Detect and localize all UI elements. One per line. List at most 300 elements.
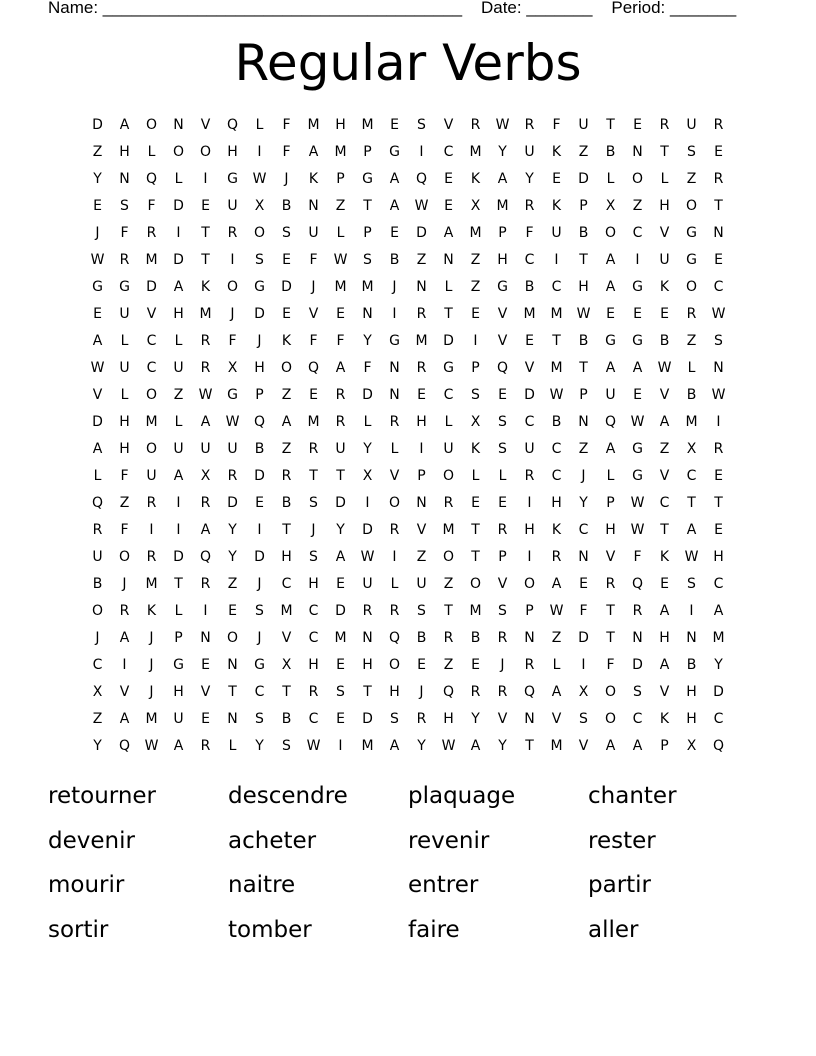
grid-letter: S	[336, 683, 345, 700]
grid-letter: A	[173, 737, 184, 754]
grid-letter: U	[227, 440, 238, 457]
grid-letter: G	[443, 359, 454, 376]
grid-letter: M	[145, 413, 158, 430]
grid-letter: Y	[336, 521, 345, 538]
grid-letter: H	[524, 521, 535, 538]
grid-letter: J	[581, 467, 586, 484]
grid-letter: O	[388, 494, 401, 511]
grid-letter: P	[336, 170, 345, 187]
grid-letter: S	[309, 548, 318, 565]
grid-letter: C	[551, 278, 562, 295]
grid-letter: U	[659, 251, 670, 268]
grid-letter: M	[685, 413, 698, 430]
grid-letter: T	[606, 602, 615, 619]
grid-letter: N	[416, 494, 427, 511]
grid-letter: O	[523, 575, 536, 592]
grid-row	[84, 732, 732, 759]
grid-letter: H	[686, 710, 697, 727]
grid-letter: A	[308, 143, 319, 160]
grid-letter: N	[308, 197, 319, 214]
word-bank-item: tomber	[228, 916, 312, 943]
grid-letter: O	[442, 548, 455, 565]
grid-letter: E	[228, 602, 237, 619]
grid-letter: O	[91, 602, 104, 619]
grid-letter: F	[282, 143, 291, 160]
grid-letter: Z	[416, 548, 427, 565]
grid-letter: P	[363, 143, 372, 160]
grid-letter: W	[711, 386, 726, 403]
grid-letter: N	[632, 143, 643, 160]
grid-letter: K	[281, 332, 292, 349]
grid-letter: I	[527, 548, 532, 565]
grid-letter: A	[92, 440, 103, 457]
grid-letter: A	[335, 548, 346, 565]
grid-letter: X	[686, 737, 697, 754]
grid-letter: R	[389, 602, 400, 619]
grid-letter: C	[146, 332, 157, 349]
grid-letter: D	[92, 413, 103, 430]
grid-letter: A	[200, 413, 211, 430]
grid-letter: W	[657, 359, 672, 376]
grid-letter: U	[119, 305, 130, 322]
grid-letter: Q	[415, 170, 428, 187]
grid-letter: P	[606, 494, 615, 511]
grid-row	[84, 192, 732, 219]
grid-letter: U	[551, 224, 562, 241]
grid-letter: E	[336, 656, 345, 673]
grid-letter: Q	[118, 737, 131, 754]
grid-letter: V	[659, 224, 670, 241]
grid-letter: O	[685, 278, 698, 295]
grid-row	[84, 111, 732, 138]
grid-letter: R	[497, 629, 508, 646]
grid-letter: Y	[498, 737, 507, 754]
grid-letter: E	[255, 494, 264, 511]
grid-letter: W	[549, 386, 564, 403]
grid-letter: V	[200, 683, 211, 700]
grid-row	[84, 273, 732, 300]
grid-letter: E	[471, 305, 480, 322]
grid-letter: Y	[714, 656, 723, 673]
grid-letter: K	[659, 710, 670, 727]
grid-letter: Q	[388, 629, 401, 646]
grid-letter: Z	[227, 575, 238, 592]
grid-letter: L	[498, 467, 507, 484]
grid-letter: I	[392, 305, 397, 322]
grid-letter: O	[172, 143, 185, 160]
grid-letter: K	[470, 170, 481, 187]
grid-letter: B	[470, 629, 481, 646]
grid-letter: L	[120, 332, 129, 349]
grid-letter: S	[255, 251, 264, 268]
grid-letter: L	[660, 170, 669, 187]
grid-letter: J	[122, 575, 127, 592]
grid-letter: U	[92, 548, 103, 565]
grid-letter: S	[714, 332, 723, 349]
grid-letter: D	[335, 602, 346, 619]
grid-letter: E	[93, 197, 102, 214]
grid-letter: C	[146, 359, 157, 376]
grid-letter: G	[362, 170, 373, 187]
grid-letter: E	[417, 386, 426, 403]
grid-letter: F	[120, 224, 129, 241]
grid-letter: J	[284, 170, 289, 187]
grid-letter: I	[419, 440, 424, 457]
grid-letter: L	[336, 224, 345, 241]
grid-letter: Z	[443, 575, 454, 592]
grid-letter: E	[498, 494, 507, 511]
grid-letter: B	[281, 710, 292, 727]
grid-letter: D	[578, 170, 589, 187]
grid-letter: J	[311, 521, 316, 538]
grid-letter: Y	[471, 710, 480, 727]
grid-letter: B	[659, 332, 670, 349]
grid-letter: I	[176, 521, 181, 538]
grid-row	[84, 516, 732, 543]
grid-letter: W	[441, 737, 456, 754]
grid-letter: S	[498, 440, 507, 457]
grid-letter: D	[524, 386, 535, 403]
grid-letter: R	[200, 359, 211, 376]
grid-letter: R	[524, 656, 535, 673]
grid-letter: D	[254, 467, 265, 484]
grid-letter: M	[334, 143, 347, 160]
grid-letter: W	[711, 305, 726, 322]
grid-letter: E	[633, 305, 642, 322]
grid-letter: X	[470, 413, 481, 430]
grid-letter: G	[605, 332, 616, 349]
grid-letter: E	[336, 305, 345, 322]
grid-letter: O	[145, 440, 158, 457]
grid-letter: X	[605, 197, 616, 214]
grid-letter: A	[119, 710, 130, 727]
grid-row	[84, 489, 732, 516]
grid-letter: S	[255, 602, 264, 619]
grid-letter: Z	[470, 278, 481, 295]
grid-row	[84, 219, 732, 246]
grid-letter: S	[282, 737, 291, 754]
grid-letter: A	[605, 251, 616, 268]
grid-letter: J	[257, 575, 262, 592]
grid-letter: B	[92, 575, 103, 592]
grid-row	[84, 705, 732, 732]
grid-letter: B	[416, 629, 427, 646]
grid-letter: D	[713, 683, 724, 700]
grid-letter: I	[419, 143, 424, 160]
grid-letter: R	[389, 521, 400, 538]
grid-letter: D	[173, 197, 184, 214]
grid-letter: X	[92, 683, 103, 700]
grid-letter: S	[417, 602, 426, 619]
grid-letter: A	[659, 413, 670, 430]
grid-letter: H	[659, 629, 670, 646]
grid-letter: I	[149, 521, 154, 538]
grid-letter: D	[362, 386, 373, 403]
grid-letter: G	[227, 386, 238, 403]
grid-letter: G	[227, 170, 238, 187]
grid-letter: J	[149, 629, 154, 646]
grid-letter: I	[473, 332, 478, 349]
grid-letter: R	[416, 305, 427, 322]
grid-letter: R	[119, 602, 130, 619]
grid-letter: U	[686, 116, 697, 133]
grid-letter: L	[255, 116, 264, 133]
grid-letter: D	[173, 251, 184, 268]
grid-letter: D	[632, 656, 643, 673]
grid-letter: V	[200, 116, 211, 133]
grid-letter: G	[254, 656, 265, 673]
grid-letter: H	[497, 251, 508, 268]
grid-letter: B	[605, 143, 616, 160]
grid-letter: R	[632, 602, 643, 619]
grid-letter: L	[444, 278, 453, 295]
grid-letter: Y	[417, 737, 426, 754]
grid-letter: S	[282, 224, 291, 241]
grid-letter: W	[630, 494, 645, 511]
grid-letter: E	[552, 170, 561, 187]
grid-letter: S	[498, 413, 507, 430]
grid-letter: Q	[253, 413, 266, 430]
grid-letter: C	[443, 143, 454, 160]
grid-letter: E	[390, 224, 399, 241]
grid-letter: U	[362, 575, 373, 592]
word-bank-item: naitre	[228, 872, 296, 898]
grid-letter: R	[227, 224, 238, 241]
grid-letter: Y	[228, 521, 237, 538]
grid-row	[84, 597, 732, 624]
grid-letter: H	[227, 143, 238, 160]
grid-letter: Z	[416, 251, 427, 268]
grid-letter: T	[471, 548, 480, 565]
grid-letter: E	[660, 305, 669, 322]
grid-letter: J	[257, 629, 262, 646]
grid-letter: U	[200, 440, 211, 457]
grid-row	[84, 408, 732, 435]
grid-letter: E	[201, 197, 210, 214]
grid-letter: E	[336, 575, 345, 592]
grid-letter: B	[578, 332, 589, 349]
grid-letter: M	[361, 278, 374, 295]
grid-letter: T	[174, 575, 183, 592]
grid-letter: G	[497, 278, 508, 295]
grid-letter: F	[579, 602, 588, 619]
grid-letter: O	[388, 656, 401, 673]
grid-letter: S	[390, 710, 399, 727]
grid-letter: Z	[578, 143, 589, 160]
grid-letter: W	[549, 602, 564, 619]
grid-letter: U	[173, 440, 184, 457]
grid-letter: I	[581, 656, 586, 673]
grid-letter: U	[119, 359, 130, 376]
grid-letter: J	[311, 278, 316, 295]
grid-letter: R	[92, 521, 103, 538]
grid-letter: O	[631, 170, 644, 187]
grid-letter: A	[335, 359, 346, 376]
grid-letter: M	[280, 602, 293, 619]
grid-letter: V	[497, 575, 508, 592]
grid-letter: S	[687, 143, 696, 160]
grid-letter: R	[200, 494, 211, 511]
page-title: Regular Verbs	[234, 34, 582, 92]
grid-letter: R	[713, 116, 724, 133]
grid-letter: I	[203, 602, 208, 619]
grid-letter: A	[389, 737, 400, 754]
grid-letter: T	[444, 305, 453, 322]
grid-row	[84, 435, 732, 462]
grid-letter: J	[392, 278, 397, 295]
grid-letter: D	[254, 305, 265, 322]
grid-letter: C	[524, 413, 535, 430]
grid-row	[84, 300, 732, 327]
grid-letter: V	[443, 116, 454, 133]
grid-letter: A	[281, 413, 292, 430]
grid-letter: M	[145, 710, 158, 727]
grid-letter: N	[416, 278, 427, 295]
grid-letter: A	[632, 359, 643, 376]
grid-letter: P	[660, 737, 669, 754]
grid-letter: R	[524, 467, 535, 484]
grid-letter: O	[442, 467, 455, 484]
grid-letter: E	[579, 575, 588, 592]
grid-letter: N	[362, 305, 373, 322]
grid-letter: R	[335, 386, 346, 403]
grid-row	[84, 165, 732, 192]
grid-letter: M	[550, 359, 563, 376]
grid-letter: F	[147, 197, 156, 214]
grid-letter: C	[308, 710, 319, 727]
grid-letter: W	[630, 521, 645, 538]
grid-letter: C	[443, 386, 454, 403]
grid-letter: D	[362, 710, 373, 727]
grid-letter: U	[173, 710, 184, 727]
grid-letter: O	[604, 683, 617, 700]
grid-letter: I	[635, 251, 640, 268]
grid-letter: F	[525, 224, 534, 241]
grid-letter: I	[257, 143, 262, 160]
grid-letter: D	[173, 548, 184, 565]
grid-letter: E	[660, 575, 669, 592]
grid-letter: N	[362, 629, 373, 646]
grid-letter: H	[713, 548, 724, 565]
grid-letter: D	[146, 278, 157, 295]
grid-letter: N	[713, 359, 724, 376]
grid-letter: W	[306, 737, 321, 754]
grid-letter: U	[524, 143, 535, 160]
grid-letter: Y	[525, 170, 534, 187]
grid-letter: B	[686, 386, 697, 403]
grid-letter: Z	[281, 386, 292, 403]
grid-letter: V	[659, 683, 670, 700]
grid-letter: N	[389, 359, 400, 376]
grid-letter: F	[282, 116, 291, 133]
grid-letter: B	[389, 251, 400, 268]
grid-letter: O	[199, 143, 212, 160]
grid-letter: N	[578, 548, 589, 565]
grid-letter: Z	[92, 710, 103, 727]
grid-letter: W	[495, 116, 510, 133]
word-bank-item: mourir	[48, 872, 125, 898]
grid-letter: T	[525, 737, 534, 754]
grid-letter: T	[282, 683, 291, 700]
grid-row	[84, 624, 732, 651]
grid-letter: T	[201, 224, 210, 241]
grid-letter: Y	[255, 737, 264, 754]
grid-letter: B	[578, 224, 589, 241]
grid-letter: S	[417, 116, 426, 133]
grid-letter: G	[389, 143, 400, 160]
grid-letter: D	[254, 548, 265, 565]
grid-letter: I	[554, 251, 559, 268]
grid-letter: O	[604, 710, 617, 727]
grid-letter: I	[716, 413, 721, 430]
grid-letter: E	[201, 656, 210, 673]
grid-letter: K	[551, 197, 562, 214]
grid-letter: J	[419, 683, 424, 700]
grid-letter: M	[361, 116, 374, 133]
grid-letter: R	[713, 170, 724, 187]
grid-letter: O	[280, 359, 293, 376]
grid-letter: R	[497, 521, 508, 538]
grid-letter: E	[633, 116, 642, 133]
grid-letter: U	[308, 224, 319, 241]
grid-letter: R	[659, 116, 670, 133]
grid-letter: E	[498, 386, 507, 403]
grid-letter: E	[525, 332, 534, 349]
grid-letter: T	[363, 197, 372, 214]
grid-letter: N	[389, 386, 400, 403]
grid-letter: Q	[712, 737, 725, 754]
word-bank-item: sortir	[48, 916, 109, 943]
grid-letter: L	[174, 413, 183, 430]
grid-letter: A	[605, 359, 616, 376]
grid-letter: N	[119, 170, 130, 187]
grid-letter: T	[228, 683, 237, 700]
word-bank-item: rester	[588, 827, 656, 854]
grid-letter: R	[389, 413, 400, 430]
grid-letter: C	[254, 683, 265, 700]
grid-letter: N	[173, 116, 184, 133]
grid-letter: H	[686, 683, 697, 700]
grid-letter: K	[200, 278, 211, 295]
grid-letter: F	[363, 359, 372, 376]
grid-letter: C	[632, 710, 643, 727]
grid-letter: B	[686, 656, 697, 673]
grid-letter: E	[471, 656, 480, 673]
grid-letter: F	[120, 467, 129, 484]
grid-letter: M	[496, 197, 509, 214]
grid-letter: C	[551, 467, 562, 484]
grid-letter: N	[524, 629, 535, 646]
grid-row	[84, 246, 732, 273]
grid-letter: P	[498, 224, 507, 241]
grid-letter: M	[361, 737, 374, 754]
grid-letter: E	[714, 143, 723, 160]
grid-letter: O	[226, 629, 239, 646]
grid-letter: E	[390, 116, 399, 133]
grid-letter: F	[120, 521, 129, 538]
grid-row	[84, 354, 732, 381]
grid-letter: B	[281, 494, 292, 511]
grid-letter: R	[200, 332, 211, 349]
grid-letter: I	[203, 170, 208, 187]
grid-letter: Z	[92, 143, 103, 160]
grid-letter: P	[579, 197, 588, 214]
grid-letter: C	[713, 710, 724, 727]
grid-letter: L	[687, 359, 696, 376]
grid-letter: O	[604, 224, 617, 241]
grid-letter: D	[578, 629, 589, 646]
grid-letter: E	[714, 521, 723, 538]
